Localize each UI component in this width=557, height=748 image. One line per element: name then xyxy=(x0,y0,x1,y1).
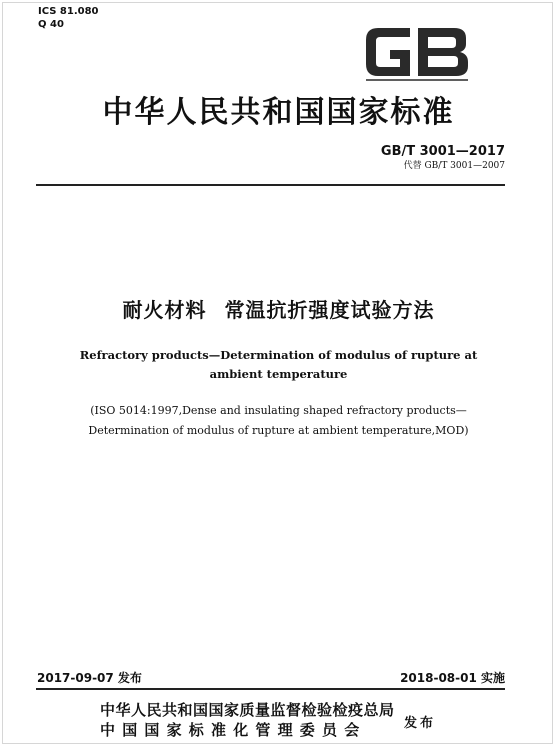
english-title-line2: ambient temperature xyxy=(209,367,348,381)
implementation-date: 2018-08-01 实施 xyxy=(400,671,505,685)
replaces-standard: 代替 GB/T 3001—2007 xyxy=(403,161,505,171)
gb-logo-icon xyxy=(360,18,475,86)
ccs-code: Q 40 xyxy=(38,19,64,30)
publication-date: 2017-09-07 发布 xyxy=(37,671,142,685)
issuer-aqsiq: 中华人民共和国国家质量监督检验检疫总局 xyxy=(100,701,395,719)
classification-codes xyxy=(38,5,99,31)
national-standard-title: 中华人民共和国国家标准 xyxy=(102,95,455,130)
issuer-sac: 中国国家标准化管理委员会 xyxy=(100,721,367,739)
chinese-title xyxy=(0,294,557,323)
standard-number-block xyxy=(381,144,505,172)
iso-reference xyxy=(0,401,557,441)
chinese-title-part1: 耐火材料 xyxy=(122,298,207,322)
iso-reference-line2: Determination of modulus of rupture at ambient temperature,MOD) xyxy=(88,424,469,437)
top-rule xyxy=(36,184,505,186)
chinese-title-part2: 常温抗折强度试验方法 xyxy=(224,298,435,322)
bottom-rule xyxy=(36,688,505,690)
issuing-authorities xyxy=(100,700,395,740)
issue-label: 发布 xyxy=(404,716,437,731)
english-title-line1: Refractory products—Determination of modulus of rupture at xyxy=(79,348,478,362)
english-title xyxy=(0,346,557,384)
standard-number: GB/T 3001—2017 xyxy=(380,144,505,159)
ics-code: ICS 81.080 xyxy=(38,6,99,17)
iso-reference-line1: (ISO 5014:1997,Dense and insulating shaped refractory products— xyxy=(90,404,467,417)
